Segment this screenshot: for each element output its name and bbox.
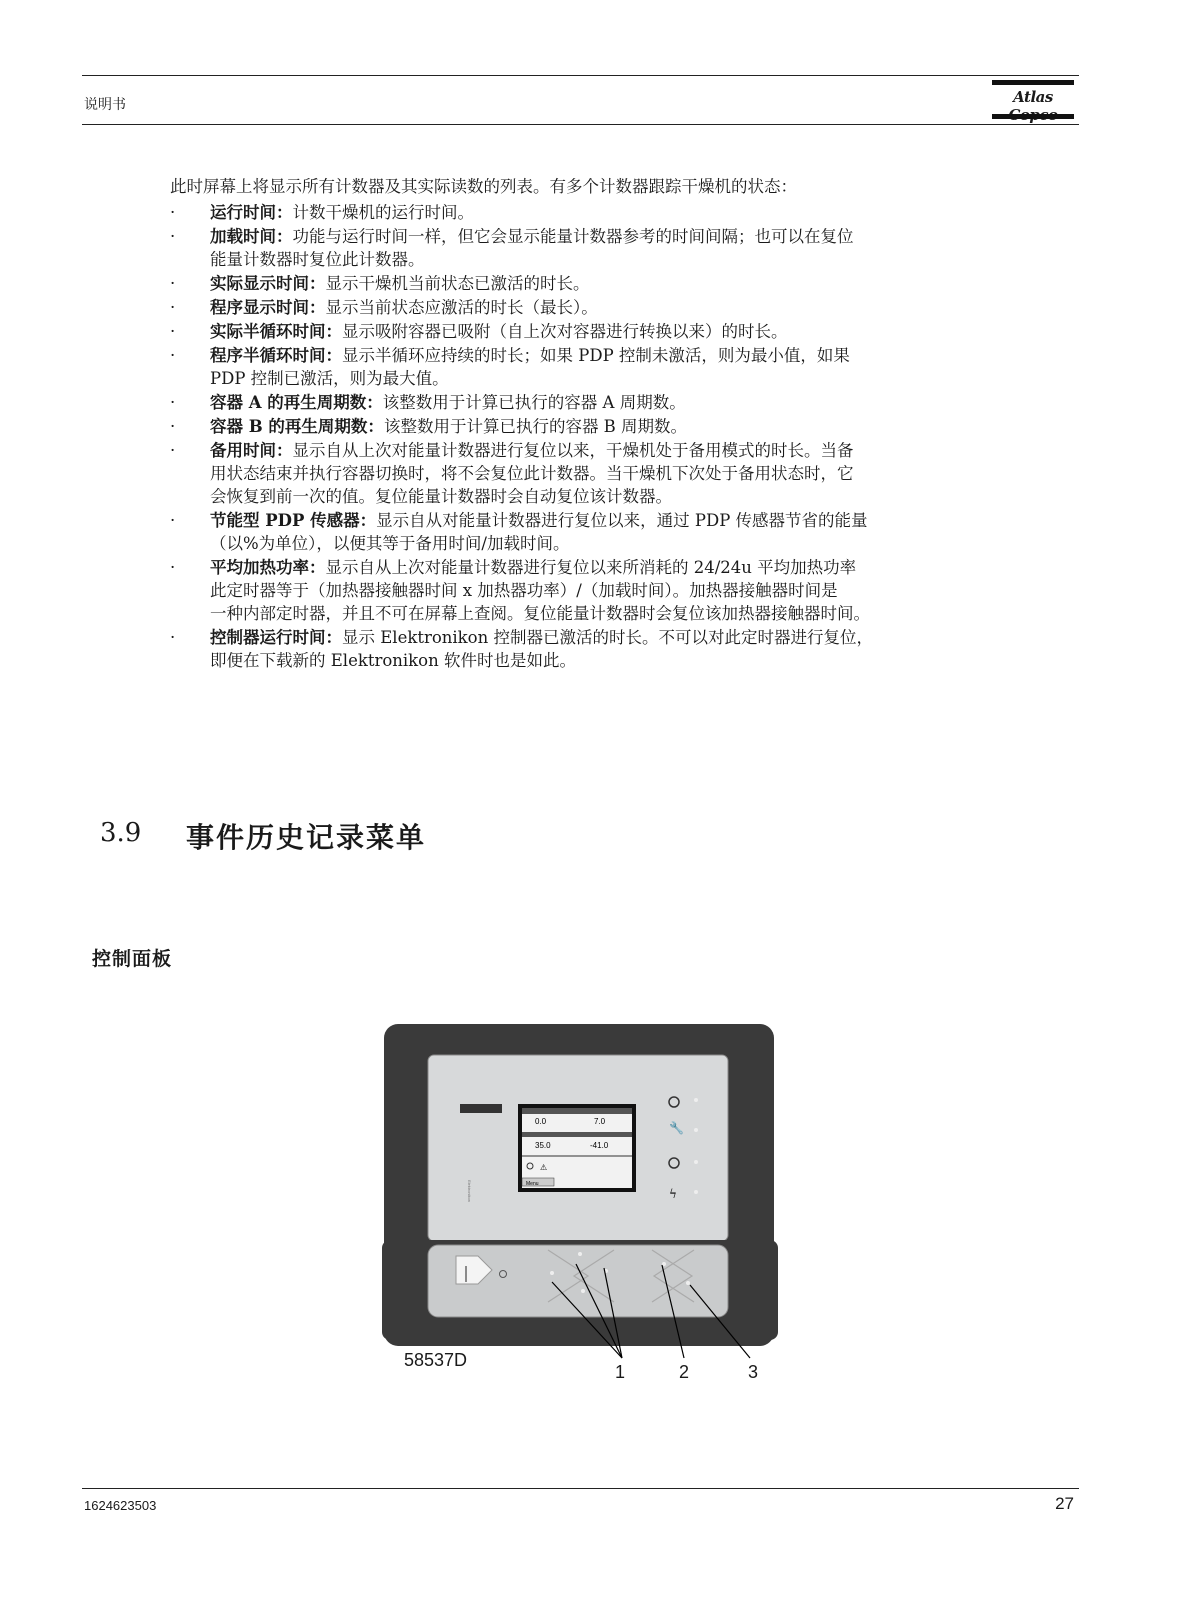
counter-description: 显示自从上次对能量计数器进行复位以来所消耗的 24/24u 平均加热功率 <box>325 558 857 577</box>
counter-term: 平均加热功率： <box>210 558 326 577</box>
bullet-dot-icon: · <box>170 227 176 246</box>
callout-2: 2 <box>679 1362 690 1382</box>
counter-description: 显示半循环应持续的时长；如果 PDP 控制未激活，则为最小值，如果 <box>342 346 850 365</box>
counter-list-item <box>170 626 1040 672</box>
bullet-dot-icon: · <box>170 441 176 460</box>
counter-term: 程序半循环时间： <box>210 346 342 365</box>
bullet-dot-icon: · <box>170 393 176 412</box>
display-value-1: 0.0 <box>535 1117 547 1126</box>
counter-list-item <box>170 320 1040 343</box>
counter-list-item <box>170 439 1040 508</box>
svg-text:Elektronikon: Elektronikon <box>467 1180 472 1203</box>
wrench-icon: 🔧 <box>669 1121 684 1135</box>
subsection-title: 控制面板 <box>92 948 173 970</box>
counter-term: 运行时间： <box>210 203 293 222</box>
display-value-3: 35.0 <box>535 1141 551 1150</box>
counter-description: 该整数用于计算已执行的容器 B 周期数。 <box>383 417 688 436</box>
counter-description: 显示 Elektronikon 控制器已激活的时长。不可以对此定时器进行复位， <box>342 628 873 647</box>
arrow-key-left-icon <box>550 1271 554 1275</box>
counter-list <box>170 201 1040 673</box>
counter-description: 此定时器等于（加热器接触器时间 x 加热器功率）/（加载时间）。加热器接触器时间是 <box>210 581 838 600</box>
arrow-key-down-icon <box>581 1289 585 1293</box>
counter-term: 实际半循环时间： <box>210 322 342 341</box>
counter-term: 节能型 PDP 传感器： <box>210 511 377 530</box>
section-title: 事件历史记录菜单 <box>186 821 427 854</box>
display-value-2: 7.0 <box>594 1117 606 1126</box>
counter-list-item <box>170 225 1040 271</box>
escape-key-icon <box>686 1281 690 1285</box>
bullet-dot-icon: · <box>170 322 176 341</box>
bullet-dot-icon: · <box>170 558 176 577</box>
bullet-dot-icon: · <box>170 511 176 530</box>
footer-doc-number: 1624623503 <box>84 1498 157 1513</box>
bullet-dot-icon: · <box>170 298 176 317</box>
footer-rule <box>82 1488 1079 1489</box>
panel-logo-icon <box>460 1104 502 1113</box>
counter-list-item <box>170 556 1040 625</box>
counter-term: 控制器运行时间： <box>210 628 342 647</box>
display-menu-button: Menu <box>526 1181 539 1187</box>
intro-paragraph: 此时屏幕上将显示所有计数器及其实际读数的列表。有多个计数器跟踪干燥机的状态： <box>170 177 797 196</box>
counter-description: 一种内部定时器，并且不可在屏幕上查阅。复位能量计数器时会复位该加热器接触器时间。 <box>210 604 870 623</box>
bullet-dot-icon: · <box>170 274 176 293</box>
counter-term: 程序显示时间： <box>210 298 326 317</box>
bullet-dot-icon: · <box>170 417 176 436</box>
arrow-key-up-icon <box>578 1252 582 1256</box>
counter-description: 会恢复到前一次的值。复位能量计数器时会自动复位该计数器。 <box>210 487 672 506</box>
callout-1: 1 <box>615 1362 626 1382</box>
bullet-dot-icon: · <box>170 203 176 222</box>
bullet-dot-icon: · <box>170 628 176 647</box>
counter-list-item <box>170 296 1040 319</box>
counter-term: 容器 B 的再生周期数： <box>210 417 384 436</box>
counter-list-item <box>170 344 1040 390</box>
counter-description: 该整数用于计算已执行的容器 A 周期数。 <box>382 393 686 412</box>
figure-code: 58537D <box>404 1350 468 1370</box>
counter-list-item <box>170 415 1040 438</box>
counter-description: 显示吸附容器已吸附（自上次对容器进行转换以来）的时长。 <box>342 322 788 341</box>
counter-description: 显示干燥机当前状态已激活的时长。 <box>325 274 590 293</box>
callout-3: 3 <box>748 1362 759 1382</box>
counter-description: 功能与运行时间一样，但它会显示能量计数器参考的时间间隔；也可以在复位 <box>292 227 854 246</box>
counter-description: PDP 控制已激活，则为最大值。 <box>210 369 449 388</box>
counter-description: （以%为单位），以便其等于备用时间/加载时间。 <box>210 534 570 553</box>
control-panel-figure <box>380 1020 780 1390</box>
counter-list-item <box>170 391 1040 414</box>
counter-list-item <box>170 509 1040 555</box>
counter-list-item <box>170 272 1040 295</box>
counter-description: 用状态结束并执行容器切换时，将不会复位此计数器。当干燥机下次处于备用状态时，它 <box>210 464 854 483</box>
display-value-4: -41.0 <box>590 1141 609 1150</box>
header-rule-top <box>82 75 1079 76</box>
atlas-copco-logo: Atlas <box>992 80 1074 124</box>
page-number: 27 <box>1055 1494 1074 1513</box>
counter-description: 显示当前状态应激活的时长（最长）。 <box>325 298 598 317</box>
counter-description: 显示自从对能量计数器进行复位以来，通过 PDP 传感器节省的能量 <box>376 511 868 530</box>
section-number: 3.9 <box>100 818 142 848</box>
header-rule-bottom <box>82 124 1079 125</box>
counter-term: 备用时间： <box>210 441 293 460</box>
counter-term: 容器 A 的再生周期数： <box>210 393 383 412</box>
svg-text:⚠: ⚠ <box>540 1163 548 1172</box>
counter-term: 加载时间： <box>210 227 293 246</box>
voltage-icon: ϟ <box>669 1187 677 1201</box>
bullet-dot-icon: · <box>170 346 176 365</box>
counter-term: 实际显示时间： <box>210 274 326 293</box>
counter-description: 即便在下载新的 Elektronikon 软件时也是如此。 <box>210 651 576 670</box>
counter-description: 能量计数器时复位此计数器。 <box>210 250 425 269</box>
counter-list-item <box>170 201 1040 224</box>
counter-description: 显示自从上次对能量计数器进行复位以来，干燥机处于备用模式的时长。当备 <box>292 441 854 460</box>
counter-description: 计数干燥机的运行时间。 <box>292 203 474 222</box>
document-label: 说明书 <box>84 97 126 113</box>
